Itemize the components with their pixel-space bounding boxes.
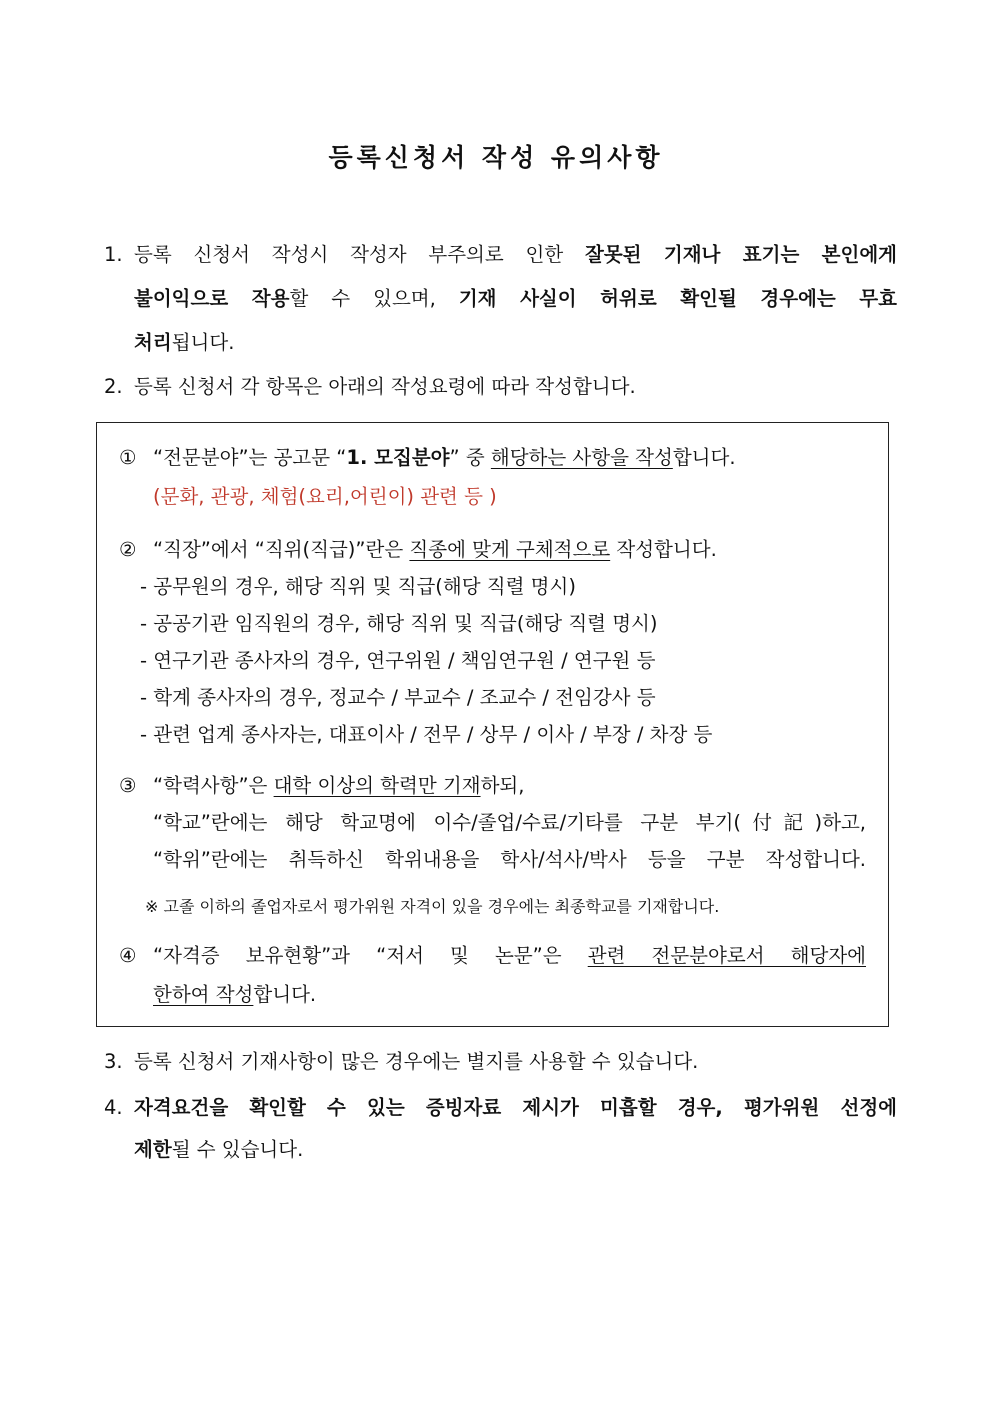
section2-bullet: - 공공기관 임직원의 경우, 해당 직위 및 직급(해당 직렬 명시) [140, 612, 658, 635]
section4-line1 [153, 944, 866, 968]
section4-underlined-text: 관련 전문분야로서 해당자에 [587, 944, 866, 967]
section2-text: “직장”에서 “직위(직급)”란은 [153, 538, 410, 561]
section2-bullet: - 관련 업계 종사자는, 대표이사 / 전무 / 상무 / 이사 / 부장 / 차장 등 [140, 723, 713, 746]
page-title: 등록신청서 작성 유의사항 [328, 143, 664, 172]
section2-text: 작성합니다. [610, 538, 717, 561]
item4-line1: 자격요건을 확인할 수 있는 증빙자료 제시가 미흡할 경우, 평가위원 선정에 [134, 1096, 897, 1119]
section3-line3: “학위”란에는 취득하신 학위내용을 학사/석사/박사 등을 구분 작성합니다. [153, 848, 866, 871]
section2-underlined-text: 직종에 맞게 구체적으로 [409, 538, 611, 561]
item3-text: 등록 신청서 기재사항이 많은 경우에는 별지를 사용할 수 있습니다. [134, 1050, 699, 1073]
item4-line2 [134, 1138, 303, 1162]
item2-text: 등록 신청서 각 항목은 아래의 작성요령에 따라 작성합니다. [134, 375, 636, 398]
item1-bold-text: 불이익으로 작용 [134, 287, 290, 310]
section2-mark: ② [119, 538, 137, 561]
item4-text: 될 수 있습니다. [171, 1138, 304, 1161]
section4-underlined-text: 한하여 작성 [153, 983, 254, 1006]
section1-bold-text: 1. 모집분야 [346, 446, 450, 469]
section1-text: ” 중 [449, 446, 491, 469]
section4-text: “자격증 보유현황”과 “저서 및 논문”은 [153, 944, 588, 967]
section1-mark: ① [119, 446, 137, 469]
section4-mark: ④ [119, 944, 137, 967]
section1-text: 합니다. [672, 446, 736, 469]
section2-bullet: - 학계 종사자의 경우, 정교수 / 부교수 / 조교수 / 전임강사 등 [140, 686, 656, 709]
section2-line1 [153, 538, 717, 562]
section3-text: “학력사항”은 [153, 774, 274, 797]
section3-note: ※ 고졸 이하의 졸업자로서 평가위원 자격이 있을 경우에는 최종학교를 기재합니다. [145, 897, 720, 916]
item1-text: 할 수 있으며, [289, 287, 459, 310]
item1-bold-text: 기재 사실이 허위로 확인될 경우에는 무효 [458, 287, 897, 310]
item4-bold-text: 제한 [134, 1138, 172, 1161]
item1-bold-text: 잘못된 기재나 표기는 본인에게 [584, 243, 898, 266]
section4-line2 [153, 983, 316, 1007]
item1-text: 등록 신청서 작성시 작성자 부주의로 인한 [134, 243, 585, 266]
item1-number: 1. [104, 243, 123, 266]
section3-line2: “학교”란에는 해당 학교명에 이수/졸업/수료/기타를 구분 부기(付記)하고, [153, 811, 866, 834]
item2-number: 2. [104, 375, 123, 398]
section1-note: (문화, 관광, 체험(요리,어린이) 관련 등 ) [153, 485, 497, 508]
section1-line1 [153, 446, 736, 470]
item1-line3 [134, 331, 234, 355]
section3-mark: ③ [119, 774, 137, 797]
item1-bold-text: 처리 [134, 331, 172, 354]
section4-text: 합니다. [253, 983, 317, 1006]
item1-line1 [134, 243, 897, 267]
section3-underlined-text: 대학 이상의 학력만 기재 [273, 774, 481, 797]
section2-bullet: - 연구기관 종사자의 경우, 연구위원 / 책임연구원 / 연구원 등 [140, 649, 656, 672]
section2-bullet: - 공무원의 경우, 해당 직위 및 직급(해당 직렬 명시) [140, 575, 576, 598]
item3-number: 3. [104, 1050, 123, 1073]
item4-number: 4. [104, 1096, 123, 1119]
section1-text: “전문분야”는 공고문 “ [153, 446, 347, 469]
item1-line2 [134, 287, 897, 311]
section3-line1 [153, 774, 524, 798]
section3-text: 하되, [480, 774, 525, 797]
section1-underlined-text: 해당하는 사항을 작성 [490, 446, 673, 469]
item1-text: 됩니다. [171, 331, 235, 354]
